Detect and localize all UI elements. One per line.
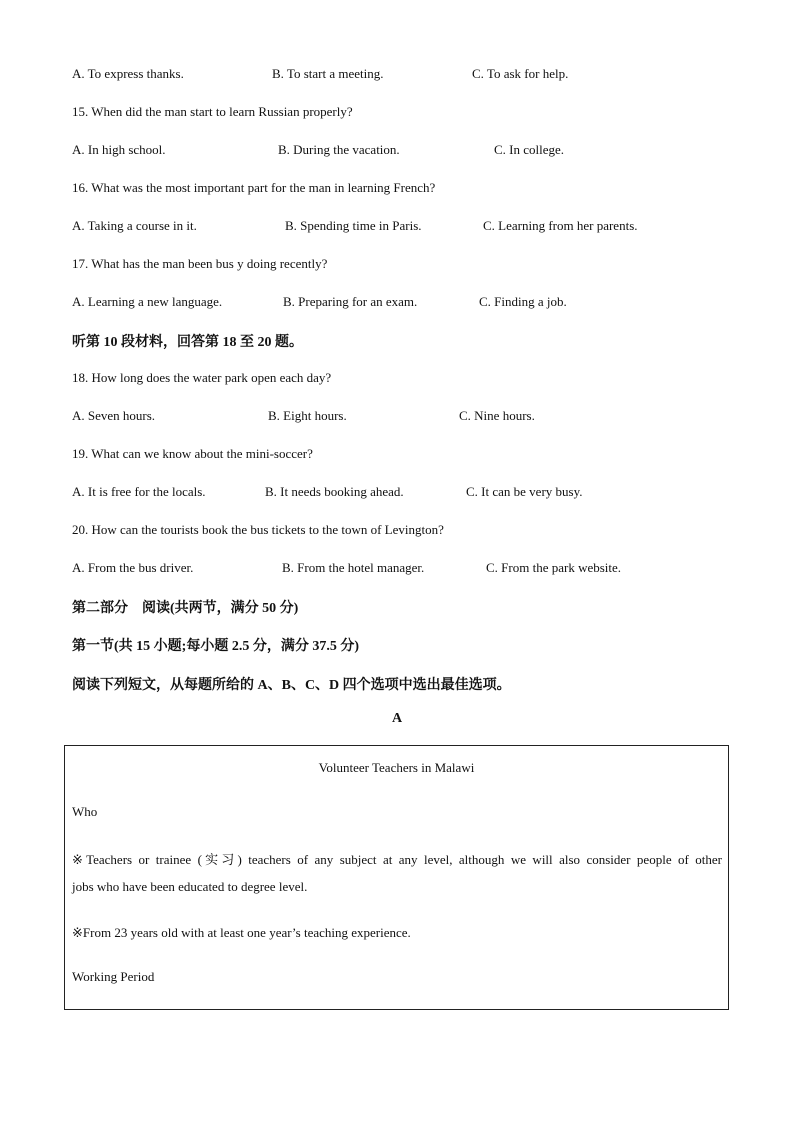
q20-option-a: A. From the bus driver.	[72, 560, 194, 575]
q19-option-a: A. It is free for the locals.	[72, 484, 206, 499]
q18-option-c: C. Nine hours.	[459, 408, 535, 423]
q20-question: 20. How can the tourists book the bus tickets to the town of Levington?	[72, 522, 444, 537]
q20-option-b: B. From the hotel manager.	[282, 560, 425, 575]
who-item-1-line-2: jobs who have been educated to degree level.	[72, 879, 308, 894]
q17-option-b: B. Preparing for an exam.	[283, 294, 418, 309]
q16-option-c: C. Learning from her parents.	[483, 218, 638, 233]
q14-option-a: A. To express thanks.	[72, 66, 184, 81]
who-item-2: ※From 23 years old with at least one year’s teaching experience.	[72, 925, 411, 940]
q14-option-c: C. To ask for help.	[472, 66, 569, 81]
q16-question: 16. What was the most important part for the man in learning French?	[72, 180, 436, 195]
q16-option-a: A. Taking a course in it.	[72, 218, 197, 233]
who-heading: Who	[72, 804, 98, 819]
q14-option-b: B. To start a meeting.	[272, 66, 384, 81]
working-period-heading: Working Period	[72, 969, 155, 984]
q15-option-c: C. In college.	[494, 142, 565, 157]
q18-question: 18. How long does the water park open each day?	[72, 370, 332, 385]
passage-letter: A	[391, 711, 403, 726]
q18-option-a: A. Seven hours.	[72, 408, 156, 423]
q17-question: 17. What has the man been bus y doing recently?	[72, 256, 328, 271]
section-10-heading: 听第 10 段材料，回答第 18 至 20 题。	[72, 335, 303, 350]
reading-instruction: 阅读下列短文，从每题所给的 A、B、C、D 四个选项中选出最佳选项。	[72, 678, 511, 693]
q19-option-c: C. It can be very busy.	[466, 484, 583, 499]
q17-option-a: A. Learning a new language.	[72, 294, 223, 309]
q20-option-c: C. From the park website.	[486, 560, 622, 575]
q19-question: 19. What can we know about the mini-soccer?	[72, 446, 313, 461]
section1-title: 第一节(共 15 小题;每小题 2.5 分，满分 37.5 分)	[72, 639, 359, 654]
q15-option-b: B. During the vacation.	[278, 142, 400, 157]
q18-option-b: B. Eight hours.	[268, 408, 347, 423]
passage-box	[64, 745, 729, 1010]
passage-title: Volunteer Teachers in Malawi	[318, 760, 475, 775]
q16-option-b: B. Spending time in Paris.	[285, 218, 422, 233]
q17-option-c: C. Finding a job.	[479, 294, 567, 309]
q15-option-a: A. In high school.	[72, 142, 166, 157]
who-item-1-line-1: ※Teachers or trainee (实习) teachers of any subject at any level, although we will also consider people of other	[72, 852, 722, 867]
q19-option-b: B. It needs booking ahead.	[265, 484, 404, 499]
q15-question: 15. When did the man start to learn Russian properly?	[72, 104, 353, 119]
part2-title: 第二部分 阅读(共两节，满分 50 分)	[72, 601, 299, 616]
